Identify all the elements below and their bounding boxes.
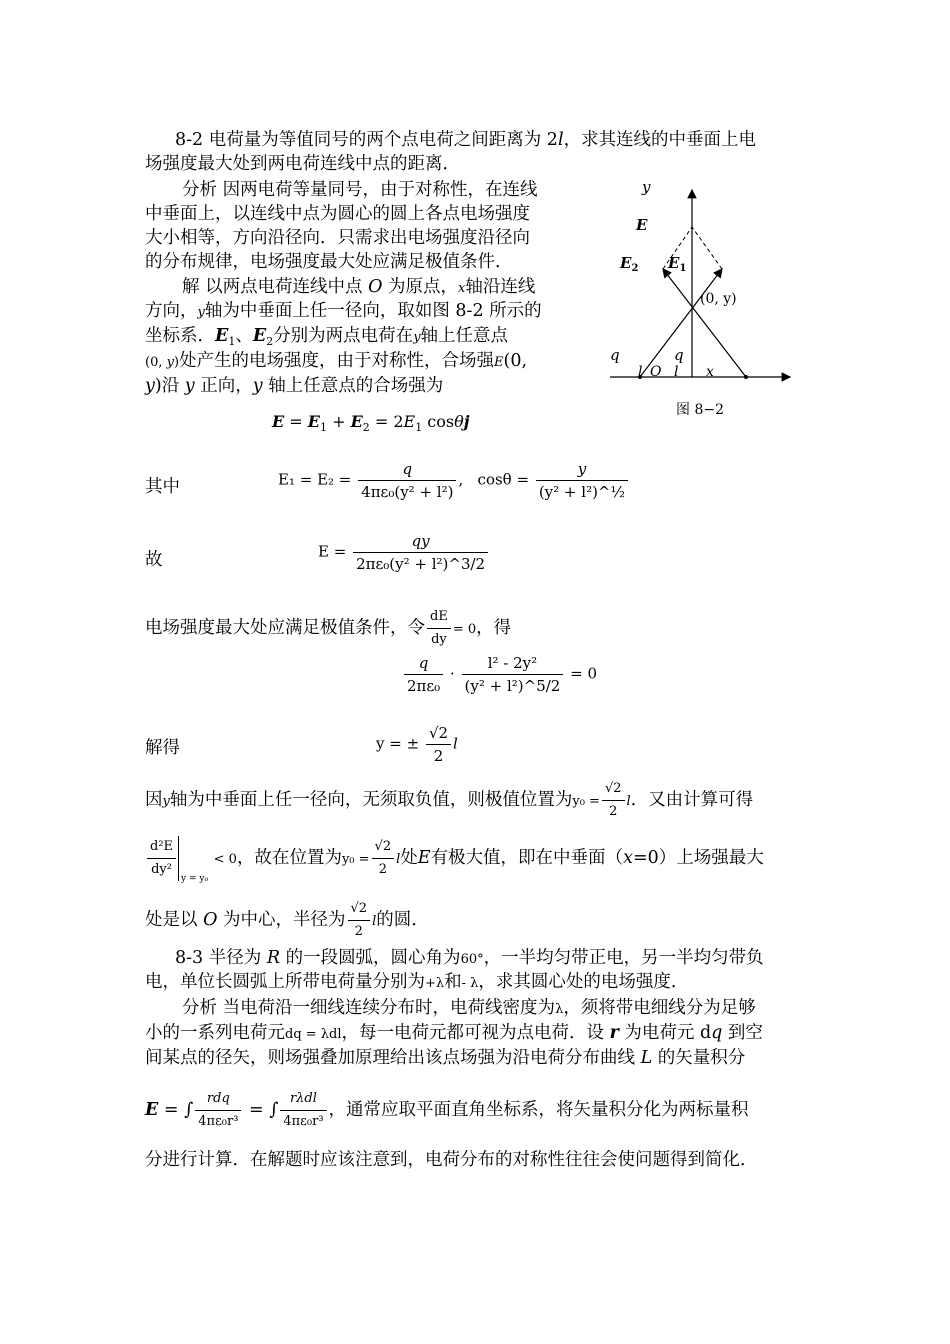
- analysis-line-3: 大小相等，方向沿径向．只需求出电场强度沿径向: [145, 228, 530, 248]
- analysis-line-4: 的分布规律，电场强度最大处应满足极值条件．: [145, 252, 513, 272]
- result-line-2: $\frac{\text{d²E}}{\text{dy²}}$ $_{y = y_0}$ < 0，故在位置为y₀ = $\frac{√2}{2}$ l处E有极大值，即在中垂面（x=0）上场强最大: [145, 836, 764, 901]
- figure-8-2: [600, 172, 810, 424]
- analysis-8-3-line-1: 分析 当电荷沿一细线连续分布时，电荷线密度为λ，须将带电细线分为足够: [182, 998, 756, 1018]
- result-line-1: 因y轴为中垂面上任一径向，无须取负值，则极值位置为y₀ = $\frac{√2}{2}$ l．又由计算可得: [145, 778, 753, 823]
- solution-line-3: 坐标系．$E_1$、$E_2$分别为两点电荷在y轴上任意点: [145, 326, 509, 348]
- dashed-right: [692, 227, 722, 269]
- problem-8-3-line-1: 8-3 半径为 R 的一段圆弧，圆心角为60°，一半均匀带正电，另一半均匀带负: [175, 948, 764, 968]
- right-charge: [744, 375, 748, 379]
- result-line-3: 处是以 O 为中心，半径为 $\frac{√2}{2}$ l的圆．: [145, 898, 429, 944]
- fig-E1-label: $E_1$: [668, 254, 687, 274]
- problem-8-3-line-2: 电，单位长圆弧上所带电荷量分别为+λ和- λ，求其圆心处的电场强度．: [145, 972, 689, 992]
- label-jiede: 解得: [145, 738, 180, 758]
- label-gu: 故: [145, 550, 163, 570]
- label-qizhong: 其中: [145, 477, 180, 497]
- fig-l-left: l: [638, 364, 643, 380]
- fig-E2-label: $E_2$: [620, 254, 639, 274]
- analysis-line-2: 中垂面上，以连线中点为圆心的圆上各点电场强度: [145, 204, 530, 224]
- analysis-line-1: 分析 因两电荷等量同号，由于对称性，在连线: [182, 180, 538, 200]
- analysis-8-3-line-5: 分进行计算．在解题时应该注意到，电荷分布的对称性往往会使问题得到简化．: [145, 1150, 758, 1170]
- analysis-8-3-line-2: 小的一系列电荷元dq = λdl，每一电荷元都可视为点电荷．设 r 为电荷元 dq 到空: [145, 1023, 763, 1043]
- fig-E-label: E: [636, 216, 648, 234]
- equation-derivative-zero: $\frac{q}{\text{2πε₀}}$ · $\frac{\text{l² - 2y²}}{\text{(y² + l²)\textasciicircum{}5/2}}$ = 0: [402, 652, 597, 697]
- fig-point-label: (0, y): [700, 291, 737, 307]
- solution-line-5: y)沿 y 正向，y 轴上任意点的合场强为: [145, 376, 444, 396]
- equation-E1-E2: E₁ = E₂ = $\frac{q}{\text{4πε₀(y² + l²)}}$ , cosθ = $\frac{y}{\text{(y² + l²)\textasciicircum{}½}}$: [278, 458, 630, 503]
- fig-l-right: l: [674, 364, 679, 380]
- solution-line-2: 方向，y轴为中垂面上任一径向，取如图 8-2 所示的: [145, 301, 542, 321]
- fig-caption: 图 8−2: [676, 402, 724, 418]
- fig-q-right: q: [674, 346, 684, 364]
- equation-y-solution: y = ± $\frac{√2}{2}$ l: [376, 724, 458, 765]
- problem-8-2-line-1: 8-2 电荷量为等值同号的两个点电荷之间距离为 2l，求其连线的中垂面上电: [175, 130, 757, 150]
- fig-x-label: x: [706, 364, 714, 380]
- solution-line-1: 解 以两点电荷连线中点 O 为原点，x轴沿连线: [182, 277, 536, 297]
- fig-y-label: y: [642, 178, 651, 196]
- problem-8-2-line-2: 场强度最大处到两电荷连线中点的距离．: [145, 154, 460, 174]
- equation-total-field: $E = E_1 + E_2 = 2E_1$ cosθj: [272, 412, 470, 434]
- extremum-condition: 电场强度最大处应满足极值条件，令 $\frac{dE}{dy}$ = 0，得: [145, 606, 511, 651]
- fig-q-left: q: [610, 346, 620, 364]
- equation-E-result: E = $\frac{qy}{\text{2πε₀(y² + l²)\textasciicircum{}3/2}}$: [318, 530, 490, 575]
- analysis-8-3-line-3: 间某点的径矢，则场强叠加原理给出该点场强为沿电荷分布曲线 L 的矢量积分: [145, 1048, 746, 1068]
- analysis-8-3-line-4: E = ∫ $\frac{\text{rdq}}{\text{4πε₀r³}}$ = ∫ $\frac{\text{rλdl}}{\text{4πε₀r³}}$ ，通常应取平面直角坐标系，将矢量积分化为两标量积: [145, 1088, 749, 1133]
- fig-O-label: O: [650, 364, 662, 380]
- solution-line-4: (0, y)处产生的电场强度，由于对称性，合场强E(0,: [145, 351, 528, 371]
